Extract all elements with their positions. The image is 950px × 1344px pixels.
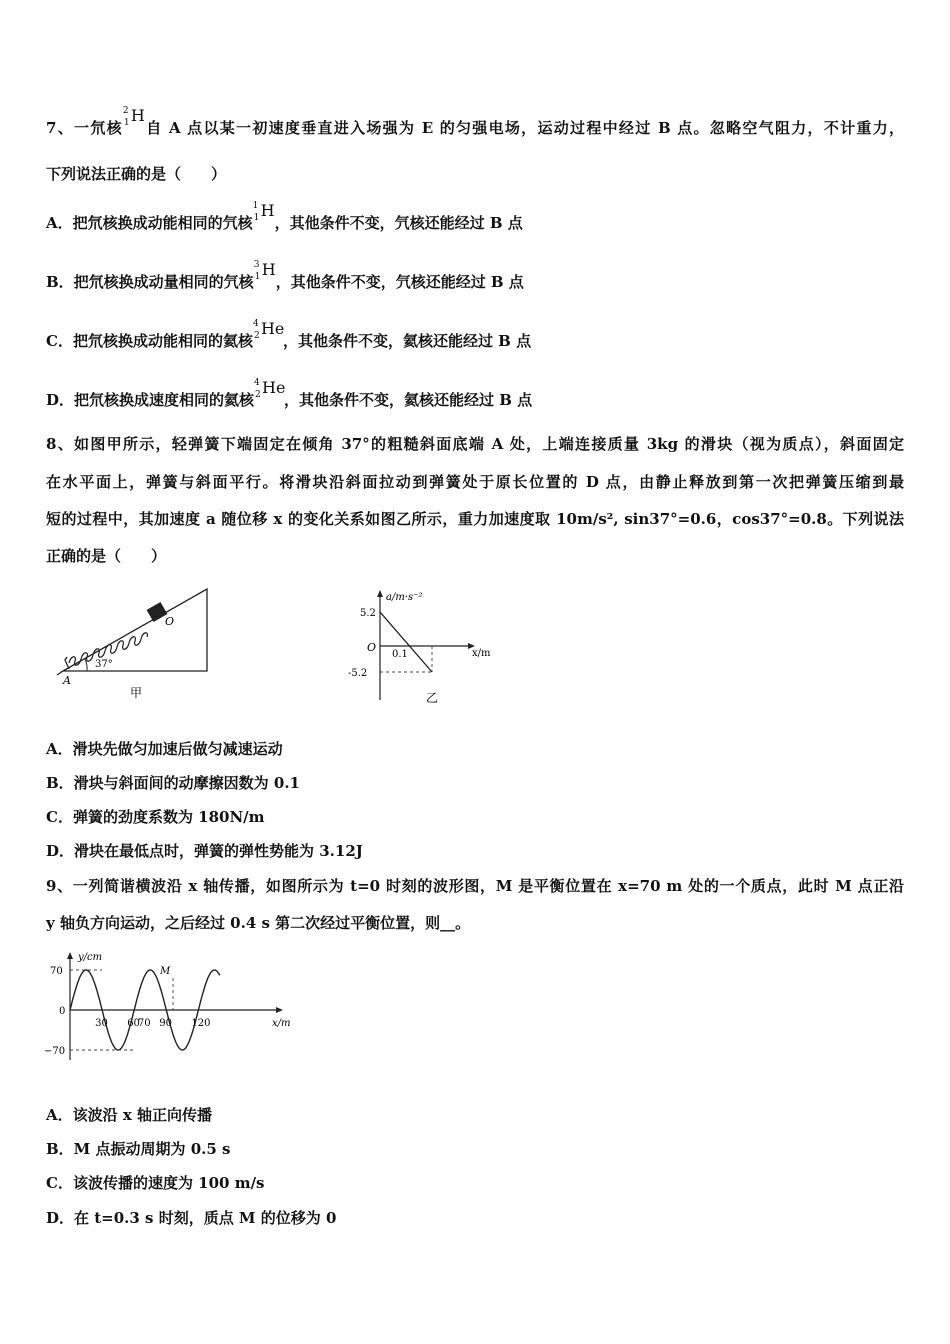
- q7-option-b: B．把氘核换成动量相同的氕核 3 1 H ，其他条件不变，氕核还能经过 B 点: [46, 260, 524, 291]
- q8-stem-line3: 短的过程中，其加速度 a 随位移 x 的变化关系如图乙所示，重力加速度取 10m/s², sin37°=0.6，cos37°=0.8。下列说法: [46, 510, 904, 528]
- caption-jia: 甲: [130, 686, 143, 700]
- xtick-label: 0.1: [392, 649, 408, 660]
- q9-option-a: A．该波沿 x 轴正向传播: [46, 1106, 213, 1124]
- wave-graph: [40, 950, 300, 1065]
- label-angle: 37°: [95, 659, 113, 670]
- q7-option-a: A．把氘核换成动能相同的氕核 1 1 H ，其他条件不变，氕核还能经过 B 点: [46, 201, 523, 232]
- q8-stem-line1: 8、如图甲所示，轻弹簧下端固定在倾角 37°的粗糙斜面底端 A 处，上端连接质量 3kg 的滑块（视为质点），斜面固定: [46, 435, 904, 453]
- nuclide-helium: 4 2 He: [254, 378, 286, 400]
- q8-stem-line2: 在水平面上，弹簧与斜面平行。将滑块沿斜面拉动到弹簧处于原长位置的 D 点，由静止释放到第一次把弹簧压缩到最: [46, 473, 904, 491]
- acceleration-displacement-graph: [340, 588, 500, 708]
- nuclide-deuterium: 2 1 H: [122, 106, 145, 128]
- ytick-top: 5.2: [360, 608, 376, 619]
- wave-origin: 0: [59, 1006, 66, 1017]
- label-o: O: [165, 615, 175, 628]
- wave-x-axis-arrow: [276, 1007, 283, 1013]
- q7-stem-line2: 下列说法正确的是（ ）: [46, 165, 227, 183]
- wave-xlabel: x/m: [272, 1018, 291, 1029]
- q8-option-a: A．滑块先做匀加速后做匀减速运动: [46, 740, 283, 758]
- wave-xtick-label: 120: [191, 1018, 211, 1029]
- nuclide-tritium: 3 1 H: [253, 260, 276, 282]
- wave-xtick-group: [95, 1018, 210, 1029]
- incline-figure: [55, 585, 225, 700]
- wave-xtick-label: 90: [159, 1018, 173, 1029]
- q9-option-c: C．该波传播的速度为 100 m/s: [46, 1174, 265, 1192]
- x-axis-label: x/m: [472, 648, 491, 659]
- q7-option-d: D．把氘核换成速度相同的氦核 4 2 He ，其他条件不变，氦核还能经过 B 点: [46, 378, 533, 409]
- nuclide-protium: 1 1 H: [252, 201, 275, 223]
- q7-stem-line1: 7、一氘核 2 1 H 自 A 点以某一初速度垂直进入场强为 E 的匀强电场，运动过程中经过 B 点。忽略空气阻力，不计重力，: [46, 106, 905, 137]
- wave-xtick-label: 60: [127, 1018, 140, 1029]
- spring-anchor: [65, 657, 69, 669]
- q9-option-b: B．M 点振动周期为 0.5 s: [46, 1140, 231, 1158]
- label-a: A: [63, 674, 71, 687]
- y-axis-arrow: [377, 590, 383, 597]
- q9-stem-line2: y 轴负方向运动，之后经过 0.4 s 第二次经过平衡位置，则__。: [46, 914, 471, 932]
- graph-line: [380, 612, 432, 672]
- wave-xtick-label: 30: [95, 1018, 108, 1029]
- wave-y-axis-arrow: [67, 952, 73, 959]
- q7-option-c: C．把氘核换成动能相同的氦核 4 2 He ，其他条件不变，氦核还能经过 B 点: [46, 319, 532, 350]
- label-m: M: [160, 966, 171, 977]
- nuclide-helium: 4 2 He: [252, 319, 285, 341]
- wave-ylabel: y/cm: [78, 952, 103, 963]
- q8-stem-line4: 正确的是（ ）: [46, 547, 167, 565]
- q8-option-d: D．滑块在最低点时，弹簧的弹性势能为 3.12J: [46, 842, 363, 860]
- y-axis-label: a/m·s⁻²: [386, 592, 423, 603]
- wave-ytick-top: 70: [50, 966, 63, 977]
- q8-option-c: C．弹簧的劲度系数为 180N/m: [46, 808, 265, 826]
- caption-yi: 乙: [426, 691, 439, 705]
- ytick-bottom: -5.2: [348, 668, 368, 679]
- wave-xtick-label: 70: [137, 1018, 151, 1029]
- wave-ytick-bottom: −70: [44, 1046, 66, 1057]
- q9-stem-line1: 9、一列简谐横波沿 x 轴传播，如图所示为 t=0 时刻的波形图，M 是平衡位置在 x=70 m 处的一个质点，此时 M 点正沿: [46, 877, 904, 895]
- incline-triangle: [63, 589, 207, 671]
- q9-option-d: D．在 t=0.3 s 时刻，质点 M 的位移为 0: [46, 1209, 337, 1227]
- origin-label: O: [367, 641, 377, 654]
- q8-option-b: B．滑块与斜面间的动摩擦因数为 0.1: [46, 774, 300, 792]
